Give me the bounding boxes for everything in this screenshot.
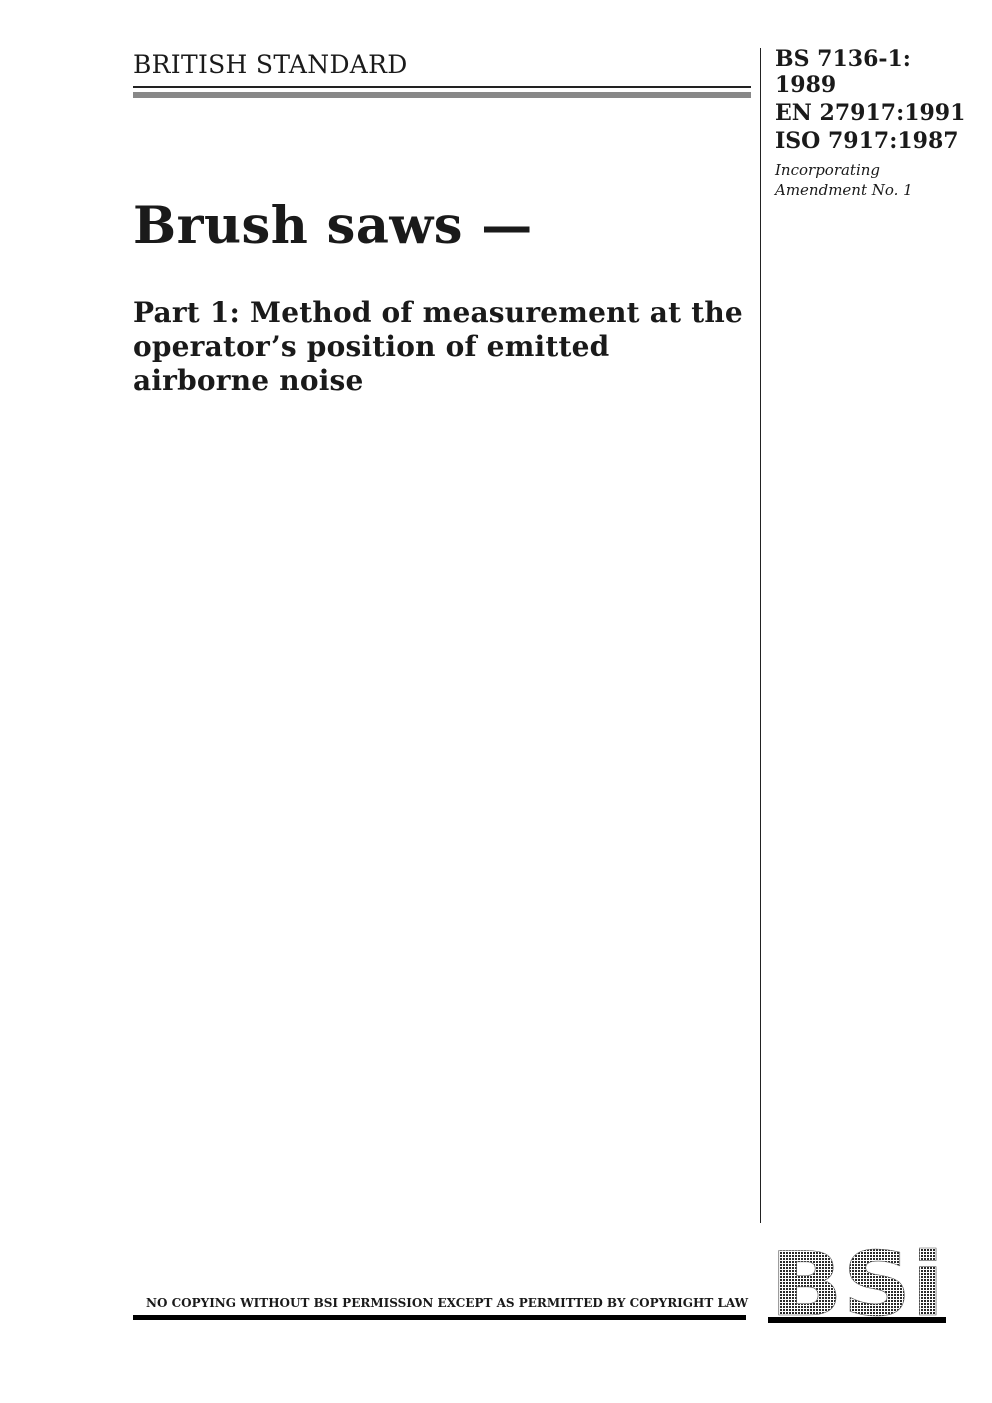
bsi-logo-icon — [768, 1243, 946, 1323]
standard-type-label: BRITISH STANDARD — [133, 50, 408, 79]
en-number: EN 27917:1991 — [775, 100, 966, 126]
copyright-notice: NO COPYING WITHOUT BSI PERMISSION EXCEPT AS PERMITTED BY COPYRIGHT LAW — [146, 1296, 749, 1310]
amendment-note — [775, 160, 975, 200]
column-divider — [760, 48, 761, 1223]
header-rule-thick — [133, 92, 751, 98]
document-title: Brush saws — — [133, 196, 533, 256]
bs-year: 1989 — [775, 72, 837, 98]
header-rule-thin — [133, 86, 751, 88]
amendment-line-2: Amendment No. 1 — [775, 181, 913, 199]
iso-number: ISO 7917:1987 — [775, 128, 959, 154]
footer-rule — [133, 1315, 746, 1320]
svg-text:BSi: BSi — [770, 1243, 944, 1323]
document-subtitle: Part 1: Method of measurement at the operator’s position of emitted airborne noise — [133, 296, 743, 397]
standard-identifiers — [775, 46, 975, 200]
amendment-line-1: Incorporating — [775, 161, 881, 179]
bs-number: BS 7136-1: — [775, 46, 911, 72]
